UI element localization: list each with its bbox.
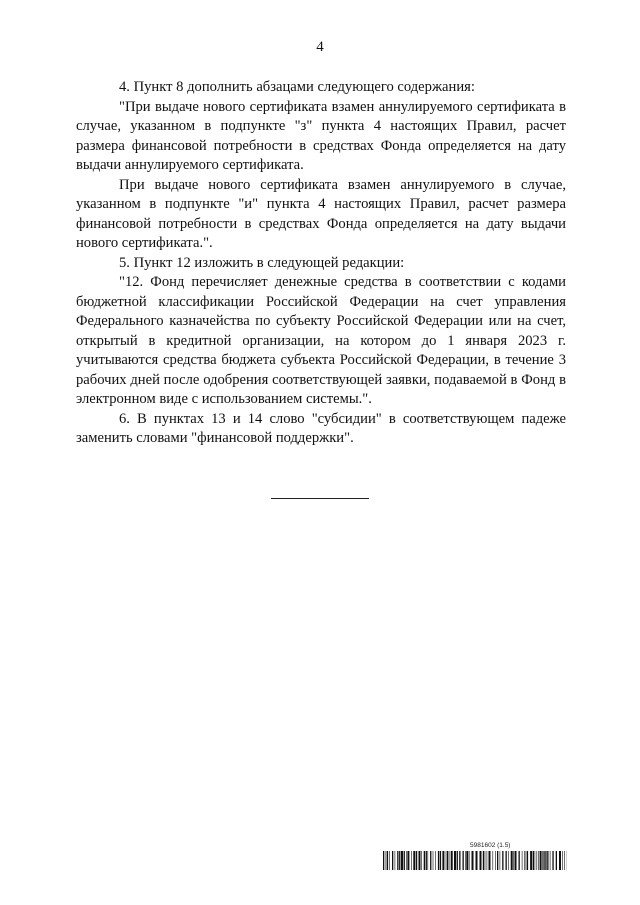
paragraph-quote-item-12: "12. Фонд перечисляет денежные средства в соответствии с кодами бюджетной классификации Российской Федерации на счет управления Федерального казначейства по субъекту Российской Федерации или на счет, открытый в кредитной организации, на котором до 1 января 2023 г. учитываются средства бюджета субъекта Российской Федерации, в течение 3 рабочих дней после одобрения соответствующей заявки, подаваемой в Фонд в электронном виде с использованием системы.".: [76, 274, 566, 407]
paragraph-item-5: 5. Пункт 12 изложить в следующей редакции:: [119, 254, 405, 271]
document-body: [76, 78, 566, 449]
barcode-icon: [383, 851, 567, 870]
separator-line: [271, 498, 369, 499]
page-number: 4: [316, 39, 324, 55]
paragraph-certificate-i: При выдаче нового сертификата взамен аннулируемого в случае, указанном в подпункте "и" пункта 4 настоящих Правил, расчет размера финансовой потребности в средствах Фонда определяется на дату выдачи нового сертификата.".: [76, 176, 566, 251]
paragraph-item-4: 4. Пункт 8 дополнить абзацами следующего содержания:: [119, 79, 475, 95]
document-code: 5981602 (1.5): [470, 842, 511, 849]
paragraph-quote-certificate-z: "При выдаче нового сертификата взамен аннулируемого сертификата в случае, указанном в подпункте "з" пункта 4 настоящих Правил, расчет размера финансовой потребности в средствах Фонда определяется на дату выдачи аннулируемого сертификата.: [76, 98, 566, 173]
paragraph-item-6: 6. В пунктах 13 и 14 слово "субсидии" в соответствующем падеже заменить словами "финансовой поддержки".: [76, 410, 566, 446]
